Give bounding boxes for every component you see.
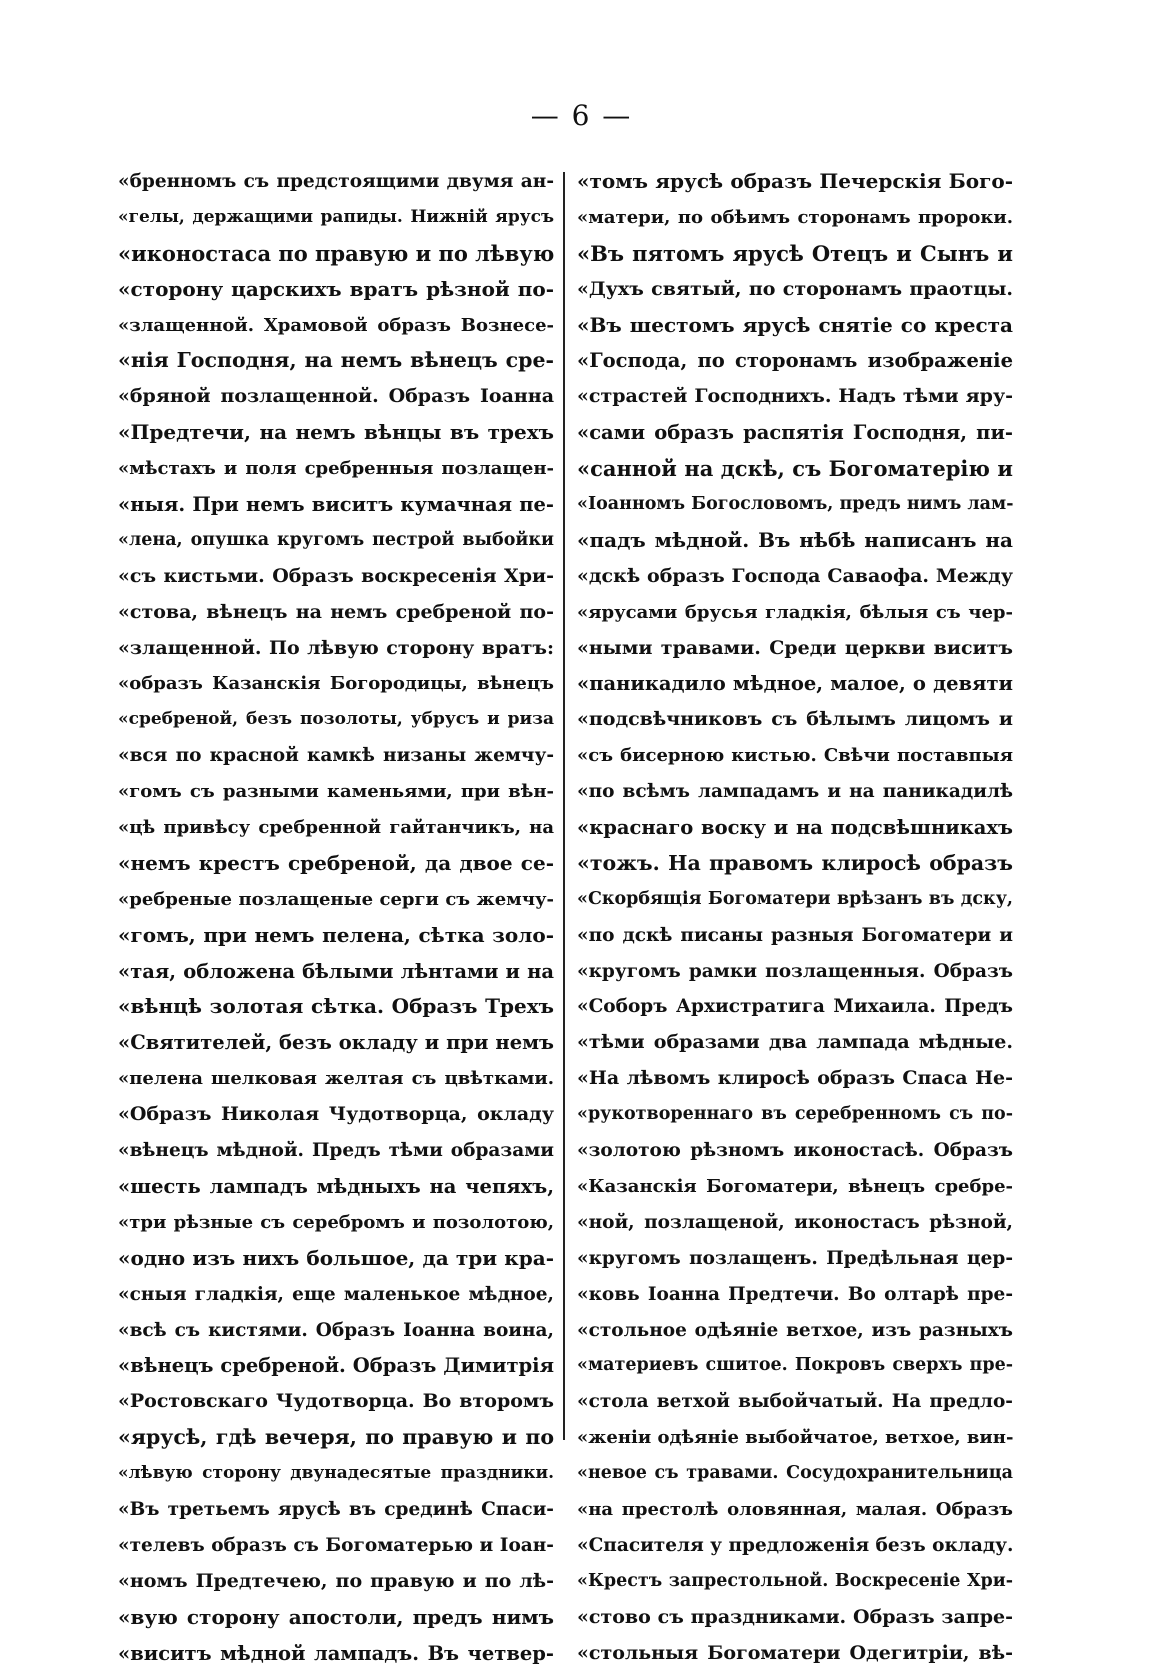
text-line: «гомъ съ разными каменьями, при вѣн- xyxy=(118,781,554,803)
text-line: «пелена шелковая желтая съ цвѣтками. xyxy=(118,1068,554,1090)
text-line: «лѣвую сторону двунадесятые праздники. xyxy=(118,1463,554,1484)
text-line: «сторону царскихъ вратъ рѣзной по- xyxy=(118,276,554,301)
text-line: «Господа, по сторонамъ изображеніе xyxy=(577,349,1013,373)
text-line: «падъ мѣдной. Въ нѣбѣ написанъ на xyxy=(577,527,1013,552)
text-line: «гомъ, при немъ пелена, сѣтка золо- xyxy=(118,922,554,947)
text-line: «Въ пятомъ ярусѣ Отецъ и Сынъ и xyxy=(577,240,1013,266)
text-line: «Іоанномъ Богословомъ, предъ нимъ лам- xyxy=(577,494,1013,515)
text-line: «ными травами. Среди церкви виситъ xyxy=(577,636,1013,659)
text-line: «стольныя Богоматери Одегитріи, вѣ- xyxy=(577,1641,1013,1664)
text-line: «бряной позлащенной. Образъ Іоанна xyxy=(118,385,554,408)
text-line: «Въ шестомъ ярусѣ снятіе со креста xyxy=(577,312,1013,337)
text-line: «женіи одѣяніе выбойчатое, ветхое, вин- xyxy=(577,1427,1013,1449)
left-column xyxy=(118,164,554,1671)
text-line: «Казанскія Богоматери, вѣнецъ сребре- xyxy=(577,1175,1013,1197)
text-line: «кругомъ рамки позлащенныя. Образъ xyxy=(577,960,1013,982)
text-line: «краснаго воску и на подсвѣшникахъ xyxy=(577,816,1013,840)
text-line: «вся по красной камкѣ низаны жемчу- xyxy=(118,745,554,767)
text-line: «образъ Казанскія Богородицы, вѣнецъ xyxy=(118,673,554,695)
text-line: «Образъ Николая Чудотворца, окладу xyxy=(118,1103,554,1126)
text-line: «три рѣзные съ серебромъ и позолотою, xyxy=(118,1211,554,1233)
text-line: «злащенной. По лѣвую сторону вратъ: xyxy=(118,636,554,659)
column-divider xyxy=(563,172,565,1440)
text-line: «Соборъ Архистратига Михаила. Предъ xyxy=(577,996,1013,1018)
text-line: «вую сторону апостоли, предъ нимъ xyxy=(118,1604,554,1629)
text-line: «стово съ праздниками. Образъ запре- xyxy=(577,1605,1013,1628)
text-line: «тожъ. На правомъ клиросѣ образъ xyxy=(577,850,1013,875)
page-number: — 6 — xyxy=(530,99,633,132)
text-line: «сами образъ распятія Господня, пи- xyxy=(577,421,1013,445)
text-line: «по дскѣ писаны разныя Богоматери и xyxy=(577,924,1013,946)
text-line: «стова, вѣнецъ на немъ сребреной по- xyxy=(118,600,554,623)
text-line: «Спасителя у предложенія безъ окладу. xyxy=(577,1534,1013,1556)
text-line: «тая, обложена бѣлыми лѣнтами и на xyxy=(118,959,554,983)
text-line: «подсвѣчниковъ съ бѣлымъ лицомъ и xyxy=(577,708,1013,731)
text-line: «нія Господня, на немъ вѣнецъ сре- xyxy=(118,348,554,373)
text-line: «злащенной. Храмовой образъ Вознесе- xyxy=(118,314,554,336)
text-line: «рукотвореннаго въ серебренномъ съ по- xyxy=(577,1104,1013,1125)
text-line: «Святителей, безъ окладу и при немъ xyxy=(118,1031,554,1055)
text-line: «На лѣвомъ клиросѣ образъ Спаса Не- xyxy=(577,1067,1013,1090)
text-line: «ной, позлащеной, иконостасъ рѣзной, xyxy=(577,1211,1013,1233)
text-line: «по всѣмъ лампадамъ и на паникадилѣ xyxy=(577,781,1013,803)
text-line: «дскѣ образъ Господа Саваофа. Между xyxy=(577,564,1013,587)
text-line: «Крестъ запрестольной. Воскресеніе Хри- xyxy=(577,1570,1013,1591)
text-line: «съ бисерною кистью. Свѣчи поставпыя xyxy=(577,745,1013,767)
text-line: «Духъ святый, по сторонамъ праотцы. xyxy=(577,277,1013,300)
text-line: «телевъ образъ съ Богоматерью и Іоан- xyxy=(118,1534,554,1556)
text-line: «тѣми образами два лампада мѣдные. xyxy=(577,1031,1013,1054)
text-line: «кругомъ позлащенъ. Предѣльная цер- xyxy=(577,1247,1013,1269)
text-line: «паникадило мѣдное, малое, о девяти xyxy=(577,672,1013,696)
text-line: «Ростовскаго Чудотворца. Во второмъ xyxy=(118,1390,554,1413)
text-line: «вѣнецъ сребреной. Образъ Димитрія xyxy=(118,1354,554,1378)
text-line: «мѣстахъ и поля сребренныя позлащен- xyxy=(118,458,554,480)
text-line: «виситъ мѣдной лампадъ. Въ четвер- xyxy=(118,1641,554,1665)
text-line: «ярусами брусья гладкія, бѣлыя съ чер- xyxy=(577,601,1013,623)
text-line: «санной на дскѣ, съ Богоматерію и xyxy=(577,456,1013,482)
text-line: «гелы, держащими рапиды. Нижній ярусъ xyxy=(118,206,554,227)
text-line: «съ кистьми. Образъ воскресенія Хри- xyxy=(118,564,554,587)
text-line: «цѣ привѣсу сребренной гайтанчикъ, на xyxy=(118,817,554,839)
text-line: «матери, по обѣимъ сторонамъ пророки. xyxy=(577,206,1013,228)
text-line: «сныя гладкія, еще маленькое мѣдное, xyxy=(118,1283,554,1305)
text-line: «одно изъ нихъ большое, да три кра- xyxy=(118,1245,554,1270)
text-line: «томъ ярусѣ образъ Печерскія Бого- xyxy=(577,169,1013,193)
text-line: «немъ крестъ сребреной, да двое се- xyxy=(118,850,554,875)
text-line: «Въ третьемъ ярусѣ въ срединѣ Спаси- xyxy=(118,1498,554,1520)
text-line: «Предтечи, на немъ вѣнцы въ трехъ xyxy=(118,420,554,445)
text-line: «бренномъ съ предстоящими двумя ан- xyxy=(118,171,554,192)
text-line: «ярусѣ, гдѣ вечеря, по правую и по xyxy=(118,1425,554,1450)
right-column xyxy=(577,164,1013,1671)
text-line: «золотою рѣзномъ иконостасѣ. Образъ xyxy=(577,1140,1013,1162)
text-line: «на престолѣ оловянная, малая. Образъ xyxy=(577,1498,1013,1520)
text-line: «Скорбящія Богоматери врѣзанъ въ дску, xyxy=(577,888,1013,909)
text-line: «иконостаса по правую и по лѣвую xyxy=(118,240,554,266)
text-line: «сребреной, безъ позолоты, убрусъ и риза xyxy=(118,709,554,730)
text-line: «вѣнцѣ золотая сѣтка. Образъ Трехъ xyxy=(118,994,554,1019)
text-line: «материевъ сшитое. Покровъ сверхъ пре- xyxy=(577,1355,1013,1376)
text-line: «шесть лампадъ мѣдныхъ на чепяхъ, xyxy=(118,1174,554,1198)
text-line: «страстей Господнихъ. Надъ тѣми яру- xyxy=(577,385,1013,408)
text-line: «ковь Іоанна Предтечи. Во олтарѣ пре- xyxy=(577,1283,1013,1305)
text-line: «стольное одѣяніе ветхое, изъ разныхъ xyxy=(577,1319,1013,1341)
text-line: «стола ветхой выбойчатый. На предло- xyxy=(577,1391,1013,1413)
text-line: «номъ Предтечею, по правую и по лѣ- xyxy=(118,1569,554,1592)
text-line: «вѣнецъ мѣдной. Предъ тѣми образами xyxy=(118,1140,554,1162)
text-line: «всѣ съ кистями. Образъ Іоанна воина, xyxy=(118,1319,554,1341)
text-line: «лена, опушка кругомъ пестрой выбойки xyxy=(118,529,554,550)
text-line: «ныя. При немъ виситъ кумачная пе- xyxy=(118,493,554,517)
text-line: «ребреные позлащеные серги съ жемчу- xyxy=(118,888,554,910)
text-line: «невое съ травами. Сосудохранительница xyxy=(577,1463,1013,1484)
